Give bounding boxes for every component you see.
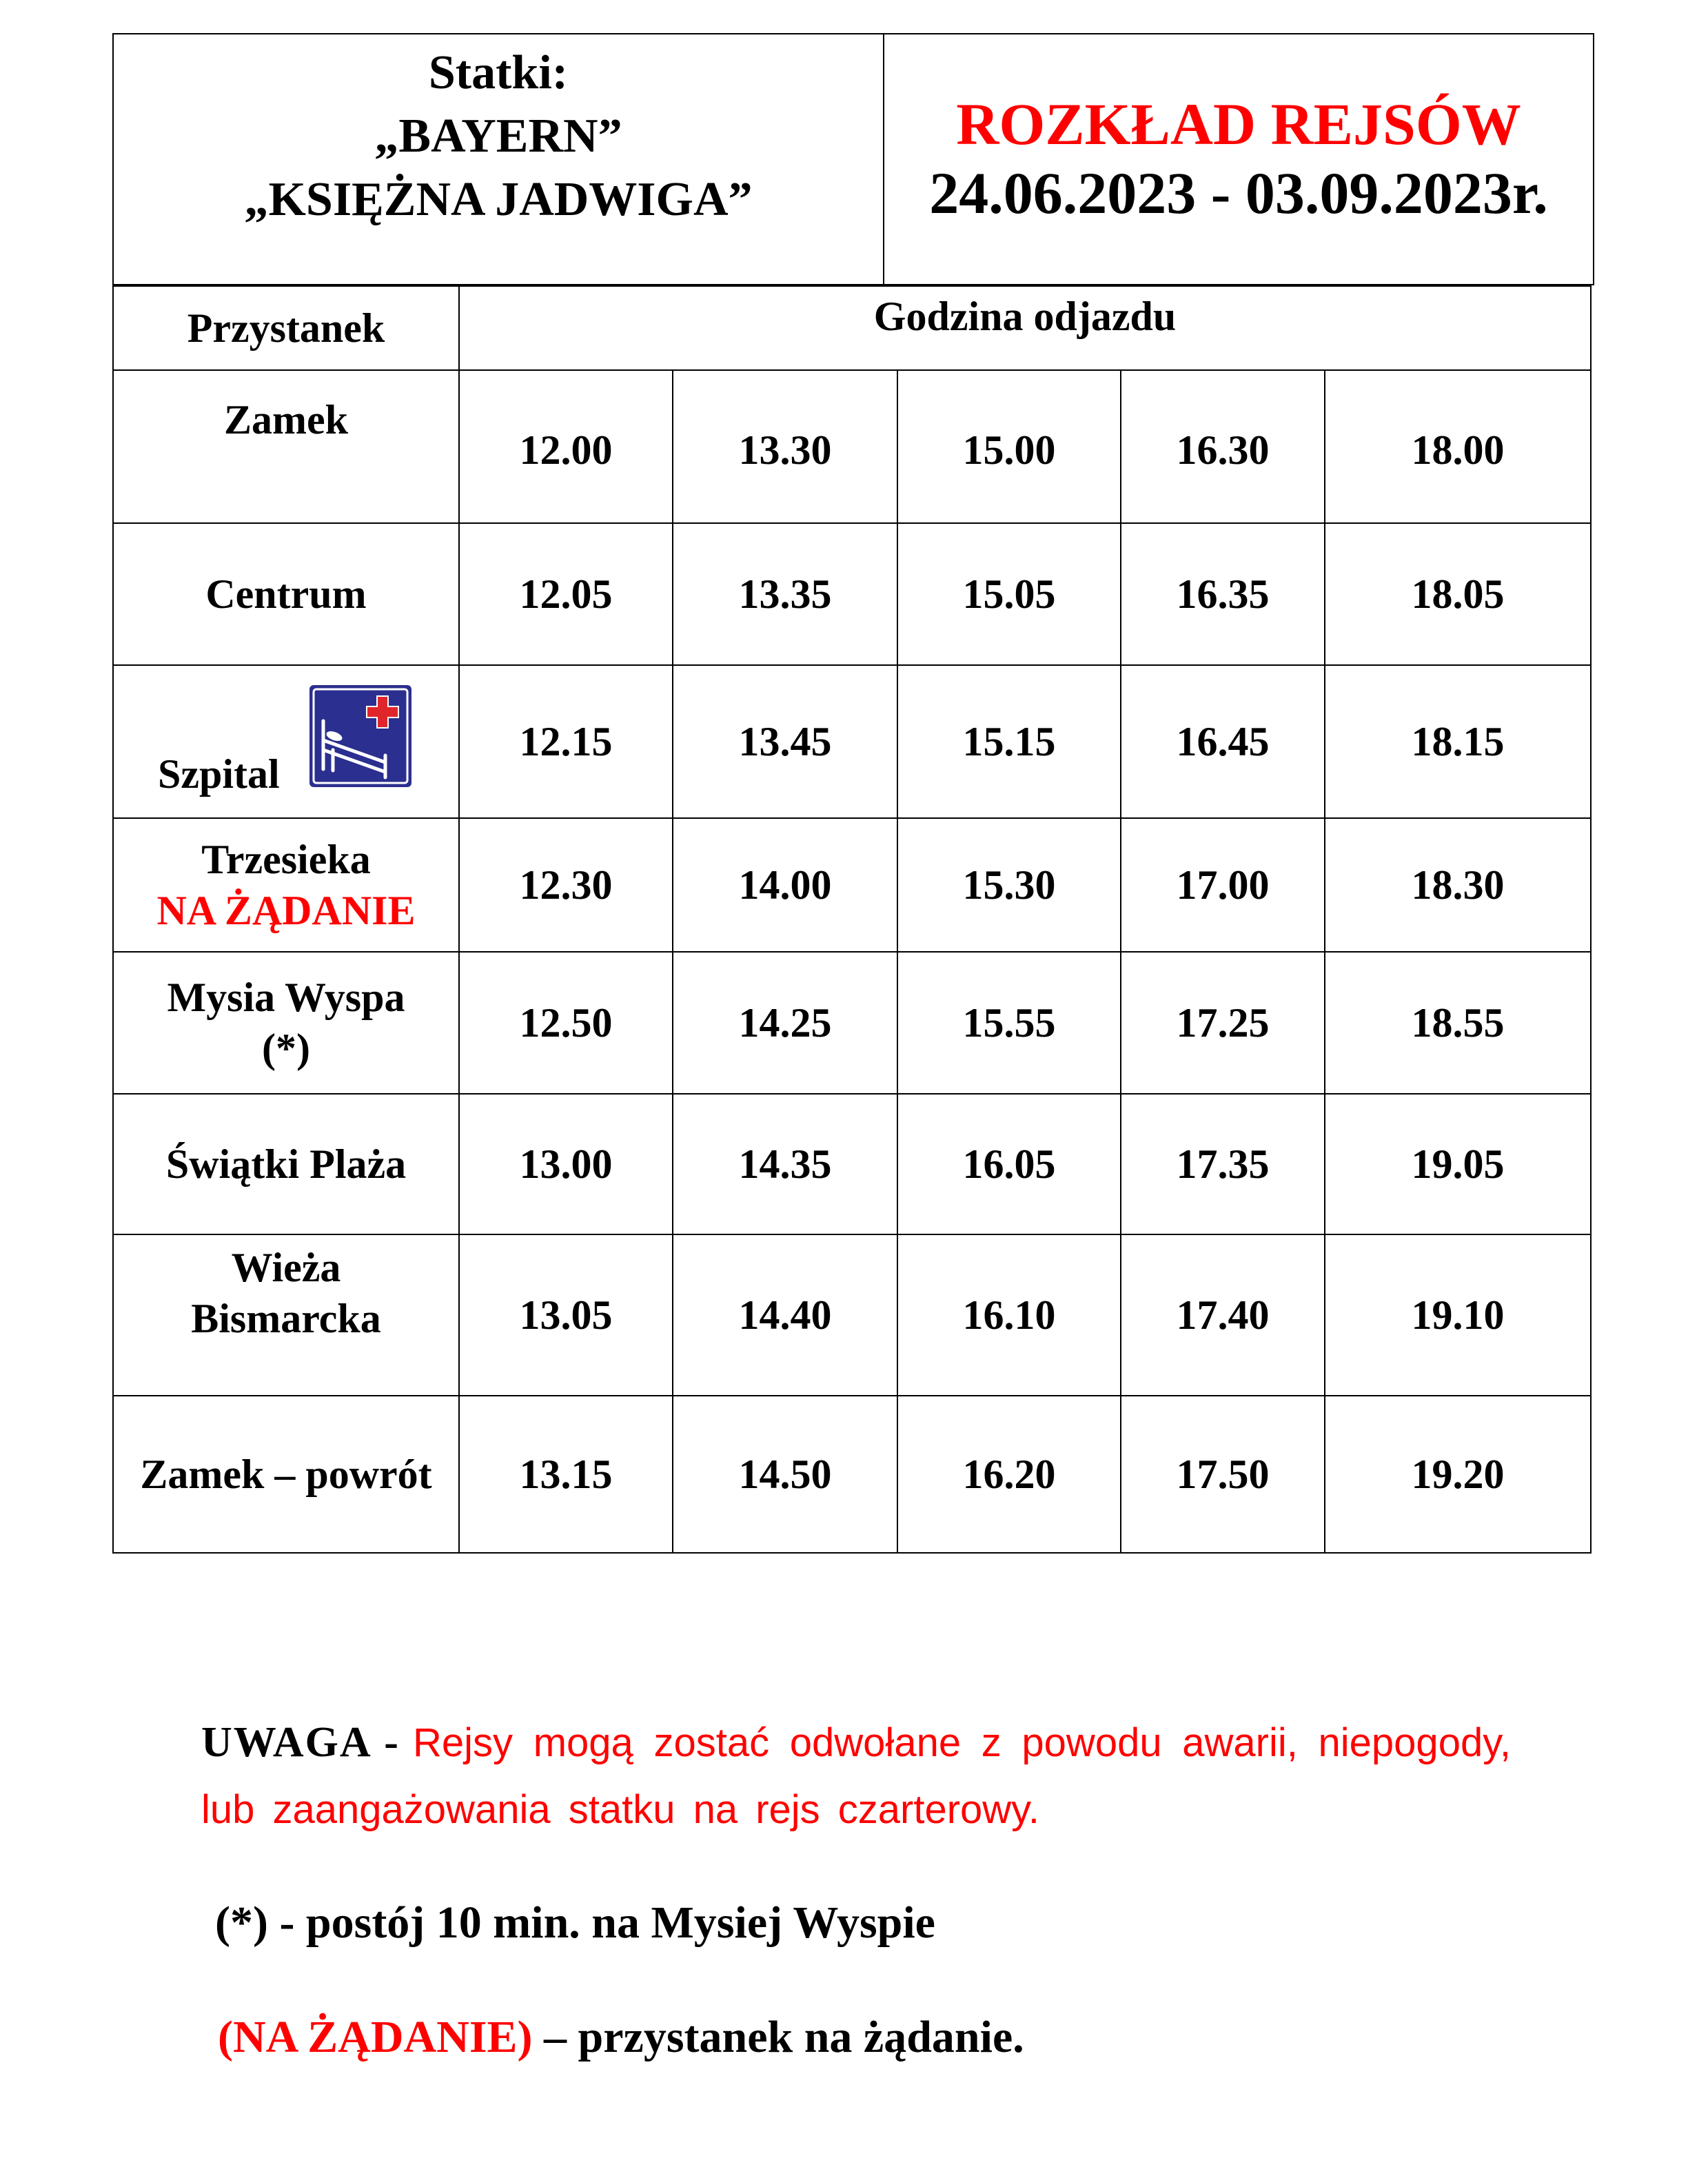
table-row <box>113 1396 1591 1553</box>
departure-time: 18.15 <box>1325 665 1591 818</box>
stop-cell-hospital <box>113 665 459 818</box>
departure-time: 15.00 <box>897 370 1121 523</box>
departure-time: 18.05 <box>1325 523 1591 665</box>
table-row <box>113 523 1591 665</box>
stop-name: Zamek <box>113 370 459 523</box>
stop-name <box>113 1234 459 1396</box>
table-row <box>113 370 1591 523</box>
departure-time: 14.35 <box>673 1094 897 1234</box>
departure-time: 18.55 <box>1325 952 1591 1094</box>
stop-name: Centrum <box>113 523 459 665</box>
departure-time: 16.35 <box>1121 523 1325 665</box>
table-row <box>113 1094 1591 1234</box>
departure-time: 13.45 <box>673 665 897 818</box>
departure-time: 12.15 <box>459 665 673 818</box>
departure-time: 13.30 <box>673 370 897 523</box>
schedule-table <box>112 285 1592 1554</box>
departure-time: 13.05 <box>459 1234 673 1396</box>
departure-time: 14.00 <box>673 818 897 952</box>
ship-name-bayern: „BAYERN” <box>374 110 622 163</box>
departure-time: 18.00 <box>1325 370 1591 523</box>
departure-time: 15.05 <box>897 523 1121 665</box>
departure-time: 16.45 <box>1121 665 1325 818</box>
schedule-dates: 24.06.2023 - 03.09.2023r. <box>929 160 1548 226</box>
departure-time: 15.30 <box>897 818 1121 952</box>
departure-time: 12.05 <box>459 523 673 665</box>
departure-time: 13.15 <box>459 1396 673 1553</box>
departure-time: 13.00 <box>459 1094 673 1234</box>
departure-time: 16.10 <box>897 1234 1121 1396</box>
stop-column-header: Przystanek <box>113 286 459 370</box>
departure-time: 12.30 <box>459 818 673 952</box>
departure-time: 19.20 <box>1325 1396 1591 1553</box>
departure-time: 12.00 <box>459 370 673 523</box>
stop-name <box>113 818 459 952</box>
departure-time: 14.50 <box>673 1396 897 1553</box>
warning-note <box>201 1709 1511 1843</box>
departure-time: 15.55 <box>897 952 1121 1094</box>
stop-name-line: Wieża <box>231 1245 341 1290</box>
stop-name-note: (*) <box>262 1026 310 1071</box>
on-request-note-text: – przystanek na żądanie. <box>532 2012 1024 2062</box>
stop-name: Zamek – powrót <box>113 1396 459 1553</box>
departure-time: 19.05 <box>1325 1094 1591 1234</box>
ship-name-jadwiga: „KSIĘŻNA JADWIGA” <box>244 173 753 226</box>
on-request-label: NA ŻĄDANIE <box>156 888 416 933</box>
departure-time: 18.30 <box>1325 818 1591 952</box>
table-row <box>113 1234 1591 1396</box>
departure-time: 13.35 <box>673 523 897 665</box>
departure-time: 17.40 <box>1121 1234 1325 1396</box>
on-request-note <box>218 2011 1024 2064</box>
time-column-header: Godzina odjazdu <box>459 286 1591 370</box>
schedule-title: ROZKŁAD REJSÓW <box>956 91 1521 157</box>
warning-label: UWAGA - <box>201 1719 400 1766</box>
departure-time: 17.50 <box>1121 1396 1325 1553</box>
stop-name: Świątki Plaża <box>113 1094 459 1234</box>
warning-text: Rejsy mogą zostać odwołane z powodu awarii, niepogody, lub zaangażowania statku na rejs czarterowy. <box>201 1720 1512 1832</box>
departure-time: 14.40 <box>673 1234 897 1396</box>
ships-label: Statki: <box>428 46 569 99</box>
departure-time: 17.25 <box>1121 952 1325 1094</box>
stop-name-line: Bismarcka <box>191 1296 381 1341</box>
departure-time: 15.15 <box>897 665 1121 818</box>
departure-time: 12.50 <box>459 952 673 1094</box>
departure-time: 17.35 <box>1121 1094 1325 1234</box>
schedule-header <box>112 33 1594 285</box>
table-header-row <box>113 286 1591 370</box>
table-row <box>113 952 1591 1094</box>
departure-time: 17.00 <box>1121 818 1325 952</box>
stop-name-line: Trzesieka <box>201 837 371 882</box>
departure-time: 14.25 <box>673 952 897 1094</box>
departure-time: 19.10 <box>1325 1234 1591 1396</box>
stop-name <box>113 952 459 1094</box>
asterisk-note: (*) - postój 10 min. na Mysiej Wyspie <box>215 1897 935 1948</box>
departure-time: 16.30 <box>1121 370 1325 523</box>
on-request-note-label: (NA ŻĄDANIE) <box>218 2012 533 2062</box>
table-row <box>113 665 1591 818</box>
hospital-bed-sign-icon <box>305 681 416 791</box>
stop-name-line: Mysia Wyspa <box>167 975 405 1020</box>
title-block <box>884 34 1593 284</box>
stop-name: Szpital <box>158 751 280 797</box>
departure-time: 16.20 <box>897 1396 1121 1553</box>
departure-time: 16.05 <box>897 1094 1121 1234</box>
table-row <box>113 818 1591 952</box>
ships-block <box>114 34 884 284</box>
